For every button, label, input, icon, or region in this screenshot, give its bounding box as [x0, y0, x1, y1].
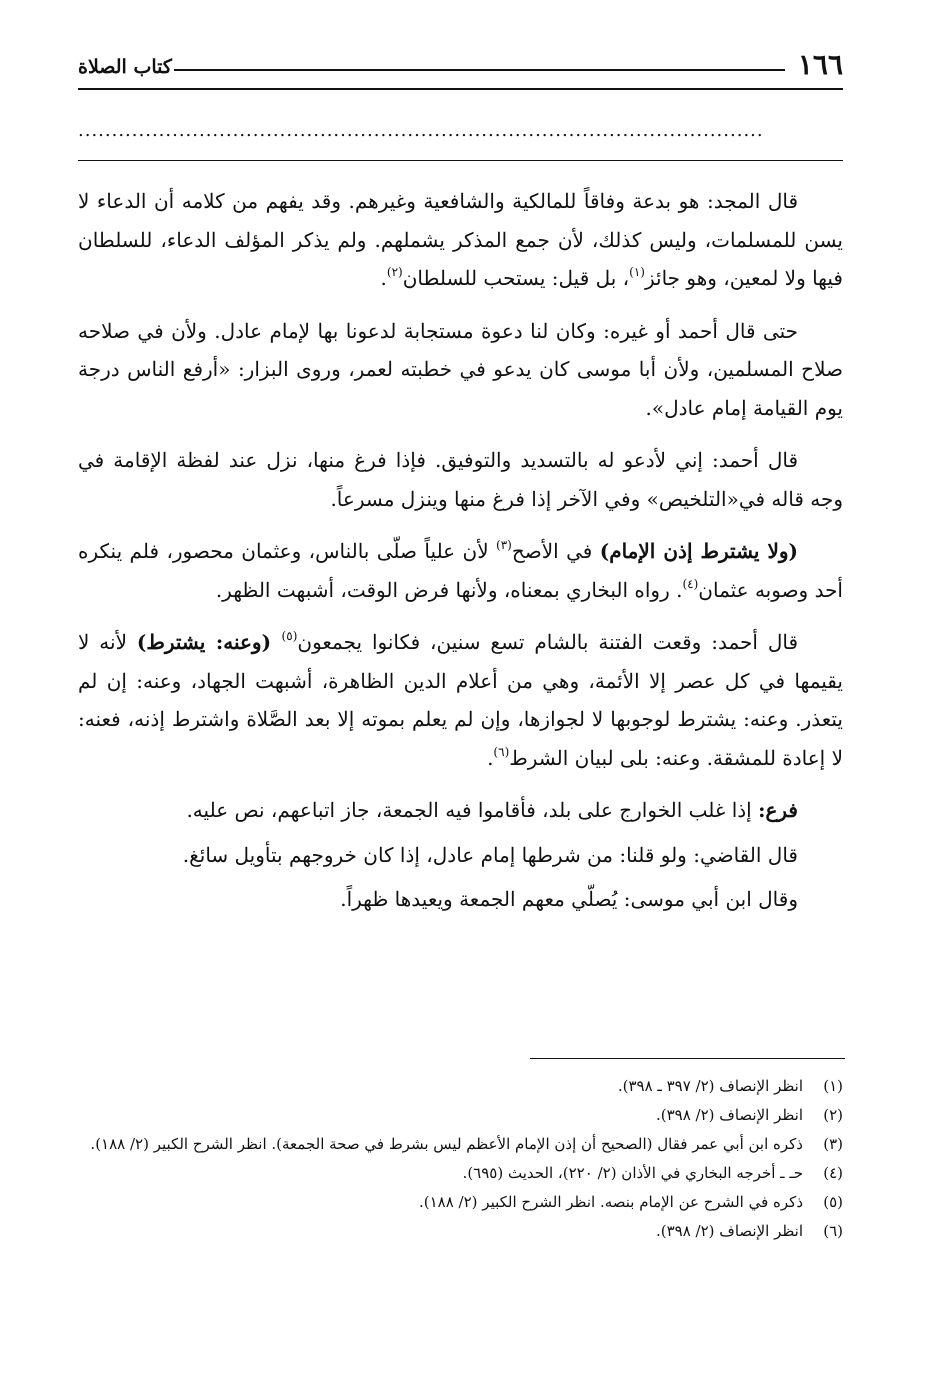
footnote-ref: (١)	[629, 265, 645, 279]
paragraph-text: لأن علياً صلّى بالناس، وعثمان محصور، فلم ينكره أحد وصوبه عثمان	[78, 539, 843, 602]
footnote-item	[78, 1130, 843, 1159]
footnote-item	[78, 1217, 843, 1246]
paragraph-7	[78, 836, 843, 875]
footnote-number: (٥)	[823, 1193, 843, 1211]
footnotes	[78, 1072, 843, 1246]
footnote-text: حـ ـ أخرجه البخاري في الأذان (٢/ ٢٢٠)، الحديث (٦٩٥).	[462, 1164, 803, 1182]
section-rule	[78, 160, 843, 161]
paragraph-5	[78, 623, 843, 777]
footnote-text: انظر الإنصاف (٢/ ٣٩٨).	[655, 1222, 803, 1240]
footnote-ref: (٤)	[682, 576, 699, 591]
far-label: فرع:	[758, 798, 798, 822]
paragraph-text: . رواه البخاري بمعناه، ولأنها فرض الوقت، أشبهت الظهر.	[215, 577, 683, 602]
paragraph-text: قال أحمد: وقعت الفتنة بالشام تسع سنين، فكانوا يجمعون	[297, 630, 799, 654]
footnote-ref: (٢)	[386, 265, 403, 279]
footnote-ref: (٦)	[493, 744, 510, 759]
paragraph-text: .	[487, 745, 494, 770]
paragraph-text: .	[380, 266, 387, 290]
footnote-ref: (٥)	[281, 629, 298, 643]
footnote-item	[78, 1072, 843, 1101]
footnote-text: انظر الإنصاف (٢/ ٣٩٧ ـ ٣٩٨).	[617, 1077, 803, 1095]
footnote-item	[78, 1188, 843, 1217]
paragraph-text: في الأصح	[511, 539, 600, 563]
paragraph-text: قال أحمد: إني لأدعو له بالتسديد والتوفيق. فإذا فرغ منها، نزل عند لفظة الإقامة في وجه قاله في«التلخيص» وفي الآخر إذا فرغ منها وينزل مسرعاً.	[78, 448, 843, 511]
paragraph-text: ، بل قيل: يستحب للسلطان	[402, 266, 630, 290]
book-title: كتاب الصلاة	[78, 56, 172, 78]
footnote-text: ذكره في الشرح عن الإمام بنصه. انظر الشرح الكبير (٢/ ١٨٨).	[418, 1193, 803, 1211]
page-number: ١٦٦	[797, 48, 843, 81]
footnote-item	[78, 1159, 843, 1188]
paragraph-1	[78, 182, 843, 298]
footnote-number: (٤)	[823, 1164, 843, 1182]
footnote-item	[78, 1101, 843, 1130]
matn-quote: (ولا يشترط إذن الإمام)	[599, 539, 799, 563]
footnote-number: (٣)	[823, 1135, 843, 1153]
dotted-separator: ......................................................................................................	[78, 120, 764, 141]
footnote-text: انظر الإنصاف (٢/ ٣٩٨).	[655, 1106, 803, 1124]
paragraph-4	[78, 532, 843, 609]
footnote-separator	[530, 1058, 845, 1059]
footnote-number: (٦)	[823, 1222, 843, 1240]
paragraph-2	[78, 312, 843, 428]
paragraph-text: حتى قال أحمد أو غيره: وكان لنا دعوة مستجابة لدعونا بها لإمام عادل. ولأن في صلاحه صلاح المسلمين، ولأن أبا موسى كان يدعو في خطبته لعمر، وروى البزار: «أرفع الناس درجة يوم القيامة إمام عادل».	[78, 318, 843, 420]
paragraph-text: وقال ابن أبي موسى: يُصلّي معهم الجمعة ويعيدها ظهراً.	[340, 887, 798, 911]
paragraph-3	[78, 441, 843, 518]
page-header	[78, 48, 843, 90]
header-rule	[174, 69, 785, 71]
footnote-number: (١)	[823, 1077, 843, 1095]
footnote-text: ذكره ابن أبي عمر فقال (الصحيح أن إذن الإمام الأعظم ليس بشرط في صحة الجمعة). انظر الشرح الكبير (٢/ ١٨٨).	[90, 1135, 803, 1153]
main-text	[78, 182, 843, 925]
footnote-number: (٢)	[823, 1106, 843, 1124]
paragraph-6	[78, 791, 843, 830]
paragraph-text: قال القاضي: ولو قلنا: من شرطها إمام عادل، إذا كان خروجهم بتأويل سائغ.	[182, 842, 798, 867]
paragraph-8	[78, 880, 843, 919]
paragraph-text: قال المجد: هو بدعة وفاقاً للمالكية والشافعية وغيرهم. وقد يفهم من كلامه أن الدعاء لا يسن للمسلمات، وليس كذلك، لأن جمع المذكر يشملهم. ولم يذكر المؤلف الدعاء، للسلطان فيها ولا لمعين، وهو جائز	[78, 189, 843, 290]
footnote-ref: (٣)	[496, 538, 512, 552]
paragraph-text: إذا غلب الخوارج على بلد، فأقاموا فيه الجمعة، جاز اتباعهم، نص عليه.	[186, 798, 759, 822]
matn-quote: (وعنه: يشترط)	[136, 630, 282, 654]
paragraph-text: لأنه لا يقيمها في كل عصر إلا الأئمة، وهي من أعلام الدين الظاهرة، أشبهت الجهاد، وعنه: إن لم يتعذر. وعنه: يشترط لوجوبها لا لجوازها، وإن لم يعلم بموته إلا بعد الصَّلاة واشترط إذنه، فعنه: لا إعادة للمشقة. وعنه: بلى لبيان الشرط	[78, 630, 843, 770]
